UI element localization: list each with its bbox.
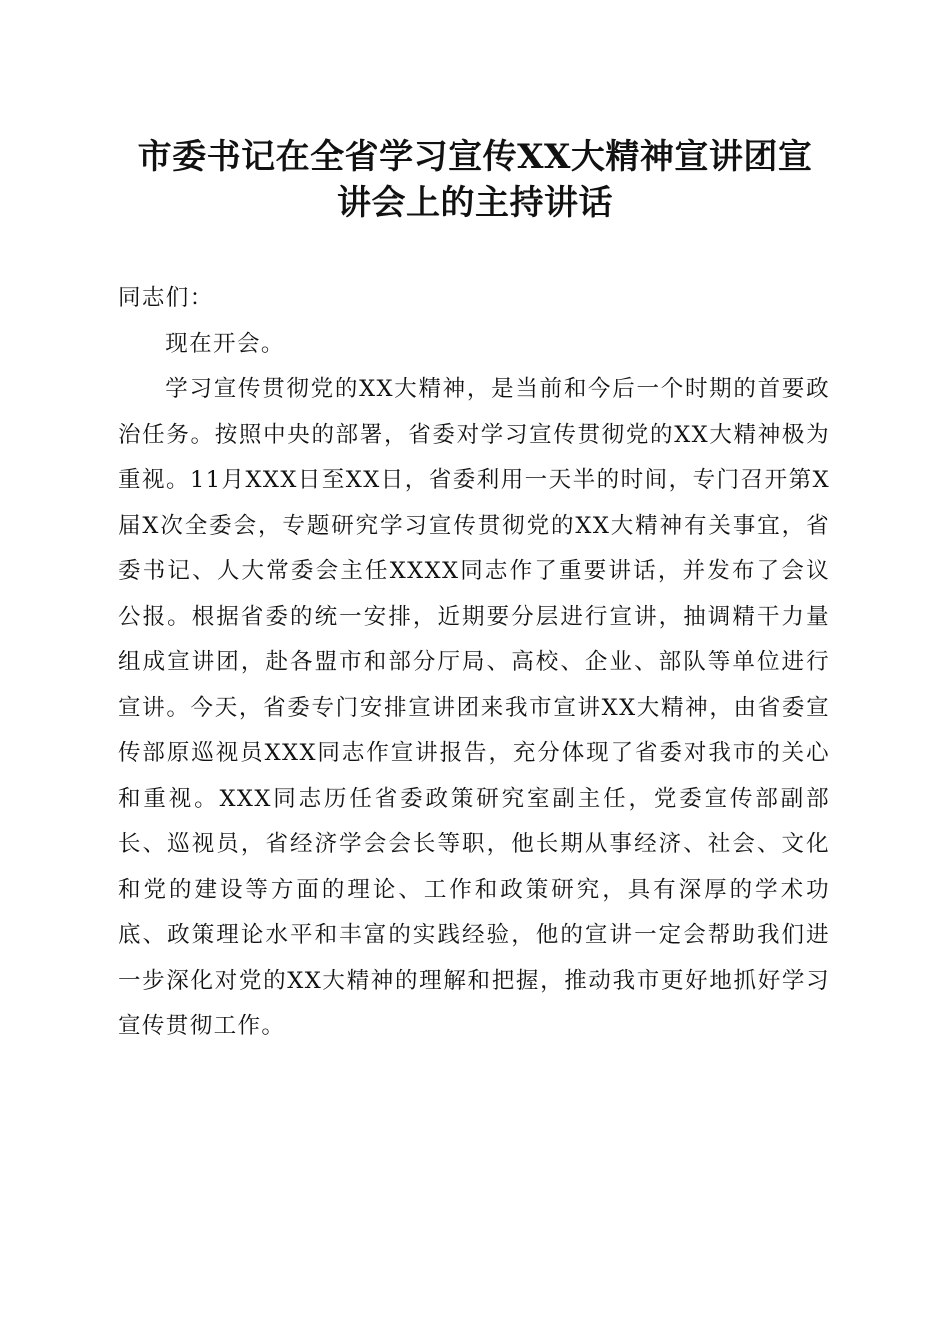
document-title bbox=[100, 134, 850, 226]
document-body bbox=[118, 276, 830, 1050]
title-line-1: 市委书记在全省学习宣传XX大精神宣讲团宣 bbox=[137, 137, 813, 177]
paragraph-main: 学习宣传贯彻党的XX大精神，是当前和今后一个时期的首要政治任务。按照中央的部署，省委对学习宣传贯彻党的XX大精神极为重视。11月XXX日至XX日，省委利用一天半的时间，专门召开第X届X次全委会，专题研究学习宣传贯彻党的XX大精神有关事宜，省委书记、人大常委会主任XXXX同志作了重要讲话，并发布了会议公报。根据省委的统一安排，近期要分层进行宣讲，抽调精干力量组成宣讲团，赴各盟市和部分厅局、高校、企业、部队等单位进行宣讲。今天，省委专门安排宣讲团来我市宣讲XX大精神，由省委宣传部原巡视员XXX同志作宣讲报告，充分体现了省委对我市的关心和重视。XXX同志历任省委政策研究室副主任，党委宣传部副部长、巡视员，省经济学会会长等职，他长期从事经济、社会、文化和党的建设等方面的理论、工作和政策研究，具有深厚的学术功底、政策理论水平和丰富的实践经验，他的宣讲一定会帮助我们进一步深化对党的XX大精神的理解和把握，推动我市更好地抓好学习宣传贯彻工作。 bbox=[118, 376, 830, 1039]
salutation: 同志们： bbox=[118, 285, 214, 311]
title-line-2: 讲会上的主持讲话 bbox=[337, 183, 613, 223]
paragraph-opening: 现在开会。 bbox=[165, 330, 285, 357]
